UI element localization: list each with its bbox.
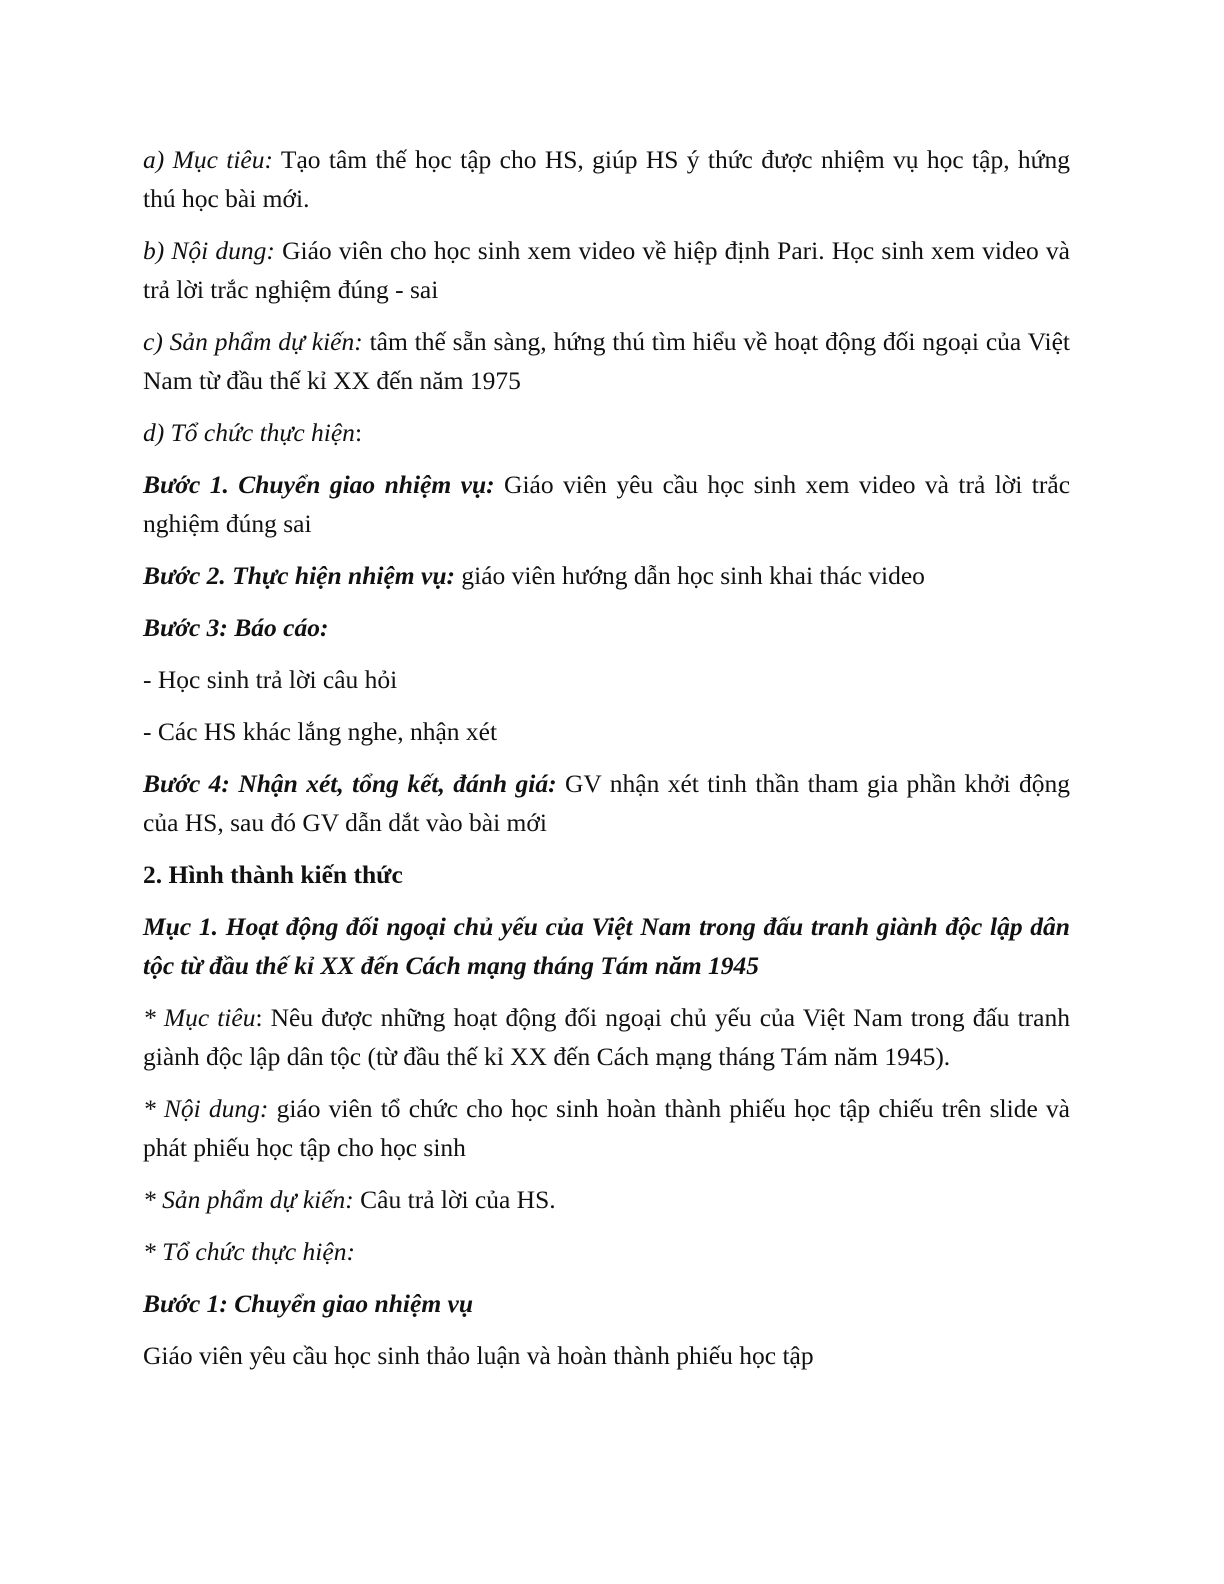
buoc4-label: Bước 4: Nhận xét, tổng kết, đánh giá: [143,769,557,798]
buoc2-label: Bước 2. Thực hiện nhiệm vụ: [143,561,456,590]
buoc4-paragraph [143,764,1070,842]
s2-san-pham-label: * Sản phẩm dự kiến: [143,1185,354,1214]
to-chuc-label: d) Tổ chức thực hiện [143,418,355,447]
buoc2-paragraph [143,556,1070,595]
s2-san-pham-paragraph [143,1180,1070,1219]
bullet-item: - Các HS khác lắng nghe, nhận xét [143,717,498,746]
bullet-item: - Học sinh trả lời câu hỏi [143,665,398,694]
buoc4-text: GV nhận xét tinh thần tham gia phần khởi động của HS, sau đó GV dẫn dắt vào bài mới [143,769,1070,837]
noi-dung-label: b) Nội dung: [143,236,275,265]
buoc1-paragraph [143,465,1070,543]
buoc1-text: Giáo viên yêu cầu học sinh xem video và trả lời trắc nghiệm đúng sai [143,470,1071,538]
s2-muc-tieu-paragraph [143,998,1070,1076]
document-page [143,140,1070,1388]
s2-muc-tieu-label: * Mục tiêu [143,1003,256,1032]
noi-dung-paragraph [143,231,1070,309]
s2-noi-dung-paragraph [143,1089,1070,1167]
s2-buoc1-label: Bước 1: Chuyển giao nhiệm vụ [143,1289,474,1318]
s2-buoc1-text: Giáo viên yêu cầu học sinh thảo luận và hoàn thành phiếu học tập [143,1341,814,1370]
to-chuc-paragraph [143,413,1070,452]
buoc2-text: giáo viên hướng dẫn học sinh khai thác video [455,561,925,590]
section-heading: 2. Hình thành kiến thức [143,860,403,889]
san-pham-text: tâm thế sẵn sàng, hứng thú tìm hiểu về hoạt động đối ngoại của Việt Nam từ đầu thế kỉ XX đến năm 1975 [143,327,1070,395]
san-pham-label: c) Sản phẩm dự kiến: [143,327,363,356]
san-pham-paragraph [143,322,1070,400]
s2-muc-tieu-text: : Nêu được những hoạt động đối ngoại chủ yếu của Việt Nam trong đấu tranh giành độc lập dân tộc (từ đầu thế kỉ XX đến Cách mạng tháng Tám năm 1945). [143,1003,1070,1071]
muc-tieu-text: Tạo tâm thế học tập cho HS, giúp HS ý thức được nhiệm vụ học tập, hứng thú học bài mới. [143,145,1071,213]
to-chuc-colon: : [354,418,363,447]
buoc3-label: Bước 3: Báo cáo: [143,613,329,642]
muc1-heading: Mục 1. Hoạt động đối ngoại chủ yếu của Việt Nam trong đấu tranh giành độc lập dân tộc từ đầu thế kỉ XX đến Cách mạng tháng Tám năm 1945 [143,912,1070,980]
noi-dung-text: Giáo viên cho học sinh xem video về hiệp định Pari. Học sinh xem video và trả lời trắc nghiệm đúng - sai [143,236,1071,304]
muc-tieu-label: a) Mục tiêu: [143,145,273,174]
buoc3-paragraph [143,608,1070,647]
s2-noi-dung-text: giáo viên tổ chức cho học sinh hoàn thành phiếu học tập chiếu trên slide và phát phiếu học tập cho học sinh [143,1094,1070,1162]
buoc1-label: Bước 1. Chuyển giao nhiệm vụ: [143,470,495,499]
muc-tieu-paragraph [143,140,1070,218]
s2-to-chuc-label: * Tổ chức thực hiện: [143,1237,355,1266]
s2-noi-dung-label: * Nội dung: [143,1094,269,1123]
s2-san-pham-text: Câu trả lời của HS. [353,1185,556,1214]
